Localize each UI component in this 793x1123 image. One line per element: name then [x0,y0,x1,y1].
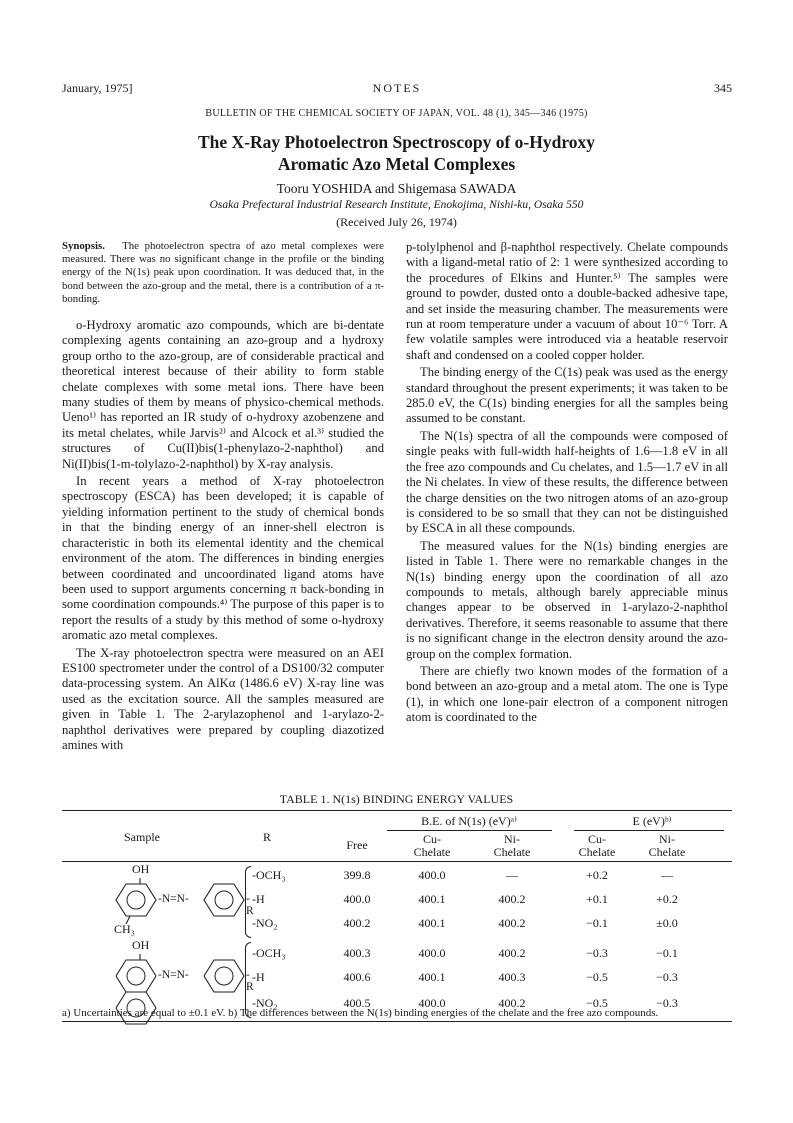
header-date: January, 1975] [62,81,133,95]
synopsis [62,240,384,306]
cell-ni: 400.2 [498,946,526,960]
col-header-ecu-2: Chelate [578,845,616,859]
paragraph: There are chiefly two known modes of the formation of a bond between an azo-group and a metal atom. The one is Type (1), in which one lone-pair electron of a component nitrogen atom is coordinated to the [406,663,728,725]
left-column [62,240,384,755]
cell-free: 400.6 [343,970,371,984]
table-caption: TABLE 1. N(1s) BINDING ENERGY VALUES [279,792,514,806]
cell-ni: 400.2 [498,892,526,906]
col-header-eni-2: Chelate [648,845,686,859]
col-header-cu-2: Chelate [413,845,451,859]
cell-ecu: −0.5 [586,970,608,984]
cell-cu: 400.1 [418,970,446,984]
paragraph: o-Hydroxy aromatic azo compounds, which are bi-dentate complexing agents containing an azo-group and a hydroxy group ortho to the azo-group, are of considerable practical and theoretical interest because of their ability to form stable chelate complexes with some metal ions. There have been many studies of them by means of physico-chemical methods. Ueno¹⁾ has reported an IR study of o-hydroxy azobenzene and its metal chelates, while Jarvis²⁾ and Alcock et al.³⁾ studied the structures of Cu(II)bis(1-phenylazo-2-naphthol) and Ni(II)bis(1-m-tolylazo-2-naphthol) by X-ray analysis. [62,318,384,471]
cell-eni: ±0.0 [656,916,678,930]
cell-r: -NO₂ [252,916,278,930]
structure-oh-label: OH [132,862,150,876]
benzene-ring-icon [116,884,156,916]
cell-cu: 400.1 [418,892,446,906]
benzene-ring-icon [204,884,244,916]
structure-azo-label: -N=N- [158,893,189,905]
cell-r: -H [252,892,265,906]
aromatic-circle-icon [215,967,233,985]
paragraph: The binding energy of the C(1s) peak was used as the energy standard throughout the present experiments; it was taken to be 285.0 eV, the C(1s) binding energies for all the samples being assumed to be constant. [406,365,728,426]
group-rule-be [387,830,552,831]
paper-title [0,131,793,175]
synopsis-heading: Synopsis. [62,240,105,252]
authors: Tooru YOSHIDA and Shigemasa SAWADA [276,181,517,196]
col-header-r: R [262,830,271,844]
aromatic-circle-icon [127,891,145,909]
cell-eni: −0.3 [656,996,678,1010]
cell-ecu: +0.2 [586,868,608,882]
col-header-ni: Ni- [504,832,520,846]
cell-free: 400.5 [343,996,371,1010]
cell-free: 400.0 [343,892,371,906]
synopsis-text: The photoelectron spectra of azo metal complexes were measured. There was no significant change in the profile or the binding energy of the N(1s) peak upon coordination. It was deduced that, in the bond between the azo-group and the metal, there is a contribution of a π-bonding. [62,240,384,305]
col-header-cu: Cu- [423,832,441,846]
cell-ecu: +0.1 [586,892,608,906]
aromatic-circle-icon [127,967,145,985]
paragraph: p-tolylphenol and β-naphthol respectively. Chelate compounds with a ligand-metal ratio of 2: 1 were synthesized according to the procedures of Elkins and Hunter.⁵⁾ The samples were ground to powder, dusted onto a double-backed adhesive tape, and set inside the measuring chamber. The measurements were run at room temperature under a vacuum of about 10⁻⁶ Torr. A few volatile samples were introduced via a heatable reservoir shaft and condensed on a cooled copper holder. [406,240,728,362]
header-section: NOTES [372,81,422,95]
cell-ecu: −0.5 [586,996,608,1010]
cell-ni: 400.2 [498,996,526,1010]
right-column [406,240,728,728]
aromatic-circle-icon [215,891,233,909]
cell-free: 400.2 [343,916,371,930]
benzene-ring-icon [116,960,156,992]
cell-cu: 400.0 [418,996,446,1010]
cell-eni: — [661,868,673,882]
structure-azophenol [102,862,252,940]
cell-r: -NO₂ [252,996,278,1010]
received-date: (Received July 26, 1974) [336,215,457,229]
cell-r: -OCH₃ [252,946,286,960]
paragraph: The N(1s) spectra of all the compounds were composed of single peaks with full-width half-heights of 1.6—1.8 eV in all the free azo compounds and Cu chelates, and 1.5—1.7 eV in all the Ni chelates. In view of these results, the difference between the charge densities on the two nitrogen atoms of an azo-group is considered to be so small that they can not be distinguished by ESCA in all these compounds. [406,428,728,536]
cell-eni: −0.3 [656,970,678,984]
structure-azo-label: -N=N- [158,969,189,981]
cell-r: -H [252,970,265,984]
structure-r-label: -R [246,969,254,993]
cell-ni: 400.3 [498,970,526,984]
structure-ch3-label: CH₃ [114,922,135,936]
group-header-be: B.E. of N(1s) (eV)ᵃ⁾ [421,814,517,828]
col-header-sample: Sample [124,830,160,844]
group-header-e: E (eV)ᵇ⁾ [632,814,672,828]
page-number: 345 [714,81,732,95]
cell-free: 399.8 [343,868,371,882]
structure-r-label: -R [246,893,254,917]
table-rule-bottom [62,1021,732,1022]
paragraph: The X-ray photoelectron spectra were measured on an AEI ES100 spectrometer under the control of a DS100/32 computer data-processing system. An AlKα (1486.6 eV) X-ray line was used as the excitation source. All the samples measured are given in Table 1. The 2-arylazophenol and 1-arylazo-2-naphthol derivatives were prepared by coupling diazotized amines with [62,645,384,752]
cell-ecu: −0.3 [586,946,608,960]
cell-cu: 400.0 [418,946,446,960]
cell-cu: 400.1 [418,916,446,930]
journal-citation: BULLETIN OF THE CHEMICAL SOCIETY OF JAPAN, VOL. 48 (1), 345—346 (1975) [205,108,588,119]
cell-ecu: −0.1 [586,916,608,930]
cell-cu: 400.0 [418,868,446,882]
cell-r: -OCH₃ [252,868,286,882]
table-footnote: a) Uncertainties are equal to ±0.1 eV. b) The differences between the N(1s) binding energies of the chelate and the free azo compounds. [62,1007,659,1019]
cell-free: 400.3 [343,946,371,960]
cell-eni: +0.2 [656,892,678,906]
title-line-1: The X-Ray Photoelectron Spectroscopy of o-Hydroxy [197,132,596,152]
paragraph: In recent years a method of X-ray photoelectron spectroscopy (ESCA) has been developed; it is capable of yielding information pertinent to the study of chemical bonds in that the binding energy of an inner-shell electron is characteristic in both its elemental identity and the chemical environment of the atom. The differences in binding energies between coordinated and uncoordinated ligand atoms have been used to support arguments concerning π back-bonding in some coordination compounds.⁴⁾ The purpose of this paper is to report the results of a study by this method of some o-hydroxy aromatic azo metal complexes. [62,474,384,643]
title-line-2: Aromatic Azo Metal Complexes [277,154,516,174]
col-header-ecu: Cu- [588,832,606,846]
cell-ni: — [506,868,518,882]
col-header-eni: Ni- [659,832,675,846]
col-header-free: Free [346,838,368,852]
paragraph: The measured values for the N(1s) binding energies are listed in Table 1. There were no remarkable changes in the N(1s) binding energy upon the coordination of all azo compounds to metals, although barely appreciable minus changes appear to be observed in 1-arylazo-2-naphthol derivatives. Therefore, it seems reasonable to assume that there is no significant change in the electron density around the azo-group on the complex formation. [406,538,728,661]
running-header [62,81,732,97]
benzene-ring-icon [204,960,244,992]
cell-ni: 400.2 [498,916,526,930]
col-header-ni-2: Chelate [493,845,531,859]
cell-eni: −0.1 [656,946,678,960]
group-bracket [245,866,251,938]
structure-oh-label: OH [132,938,150,952]
group-rule-e [574,830,724,831]
table-rule-top [62,810,732,811]
affiliation: Osaka Prefectural Industrial Research Institute, Enokojima, Nishi-ku, Osaka 550 [209,199,584,211]
